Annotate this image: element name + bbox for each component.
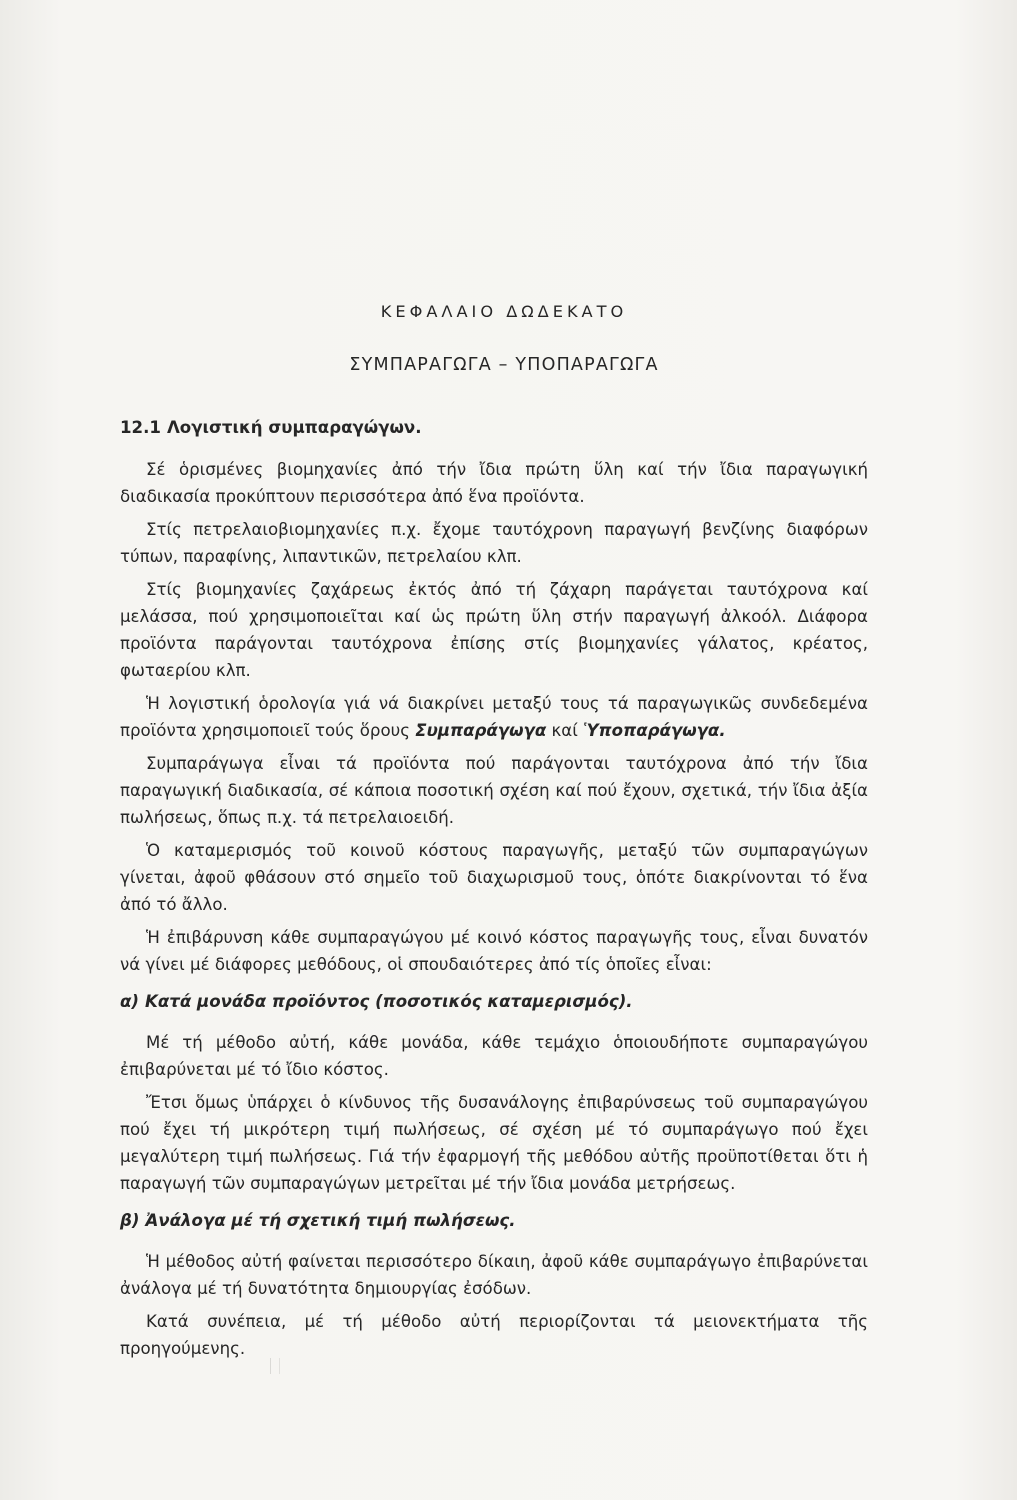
terminology-paragraph <box>120 690 868 744</box>
paragraph: Σέ ὁρισμένες βιομηχανίες ἀπό τήν ἴδια πρώτη ὕλη καί τήν ἴδια παραγωγική διαδικασία προκύπτουν περισσότερα ἀπό ἕνα προϊόντα. <box>120 460 868 506</box>
method-a-title: Κατά μονάδα προϊόντος (ποσοτικός καταμερισμός). <box>144 992 633 1011</box>
paragraph: Κατά συνέπεια, μέ τή μέθοδο αὐτή περιορίζονται τά μειονεκτήματα τῆς προηγούμενης. <box>120 1312 868 1358</box>
term-symparagoga: Συμπαράγωγα <box>415 721 547 740</box>
method-a-letter: α) <box>120 992 139 1011</box>
body-text <box>120 456 868 1362</box>
paragraph: Μέ τή μέθοδο αὐτή, κάθε μονάδα, κάθε τεμάχιο ὁποιουδήποτε συμπαραγώγου ἐπιβαρύνεται μέ τό ἴδιο κόστος. <box>120 1033 868 1079</box>
chapter-title: ΣΥΜΠΑΡΑΓΩΓΑ – ΥΠΟΠΑΡΑΓΩΓΑ <box>349 355 659 375</box>
section-title: Λογιστική συμπαραγώγων. <box>166 418 422 437</box>
paragraph: Στίς βιομηχανίες ζαχάρεως ἐκτός ἀπό τή ζάχαρη παράγεται ταυτόχρονα καί μελάσσα, πού χρησιμοποιεῖται καί ὡς πρώτη ὕλη στήν παραγωγή ἀλκοόλ. Διάφορα προϊόντα παράγονται ταυτόχρονα ἐπίσης στίς βιομηχανίες γάλατος, κρέατος, φωταερίου κλπ. <box>120 580 868 680</box>
section-number: 12.1 <box>120 418 161 437</box>
method-b-heading <box>120 1207 868 1234</box>
page-content <box>120 298 868 1368</box>
paragraph: Συμπαράγωγα εἶναι τά προϊόντα πού παράγονται ταυτόχρονα ἀπό τήν ἴδια παραγωγική διαδικασία, σέ κάποια ποσοτική σχέση καί πού ἔχουν, σχετικά, τήν ἴδια ἀξία πωλήσεως, ὅπως π.χ. τά πετρελαιοειδή. <box>120 754 868 827</box>
method-b-title: Ἀνάλογα μέ τή σχετική τιμή πωλήσεως. <box>145 1211 516 1230</box>
print-artifact <box>270 1358 280 1374</box>
term-ypoparagoga: Ὑποπαράγωγα. <box>583 721 726 740</box>
paragraph: Ἡ μέθοδος αὐτή φαίνεται περισσότερο δίκαιη, ἀφοῦ κάθε συμπαράγωγο ἐπιβαρύνεται ἀνάλογα μέ τή δυνατότητα δημιουργίας ἐσόδων. <box>120 1252 868 1298</box>
method-a-heading <box>120 988 868 1015</box>
section-heading <box>120 414 868 442</box>
chapter-label: ΚΕΦΑΛΑΙΟ ΔΩΔΕΚΑΤΟ <box>380 302 628 321</box>
paragraph: Στίς πετρελαιοβιομηχανίες π.χ. ἔχομε ταυτόχρονη παραγωγή βενζίνης διαφόρων τύπων, παραφίνης, λιπαντικῶν, πετρελαίου κλπ. <box>120 520 868 566</box>
paragraph: Ἔτσι ὅμως ὑπάρχει ὁ κίνδυνος τῆς δυσανάλογης ἐπιβαρύνσεως τοῦ συμπαραγώγου πού ἔχει τή μικρότερη τιμή πωλήσεως, σέ σχέση μέ τό συμπαράγωγο πού ἔχει μεγαλύτερη τιμή πωλήσεως. Γιά τήν ἐφαρμογή τῆς μεθόδου αὐτῆς προϋποτίθεται ὅτι ἡ παραγωγή τῶν συμπαραγώγων μετρεῖται μέ τήν ἴδια μονάδα μετρήσεως. <box>120 1093 868 1193</box>
paragraph: Ἡ ἐπιβάρυνση κάθε συμπαραγώγου μέ κοινό κόστος παραγωγῆς τους, εἶναι δυνατόν νά γίνει μέ διάφορες μεθόδους, οἱ σπουδαιότερες ἀπό τίς ὁποῖες εἶναι: <box>120 928 868 974</box>
term-conjunction: καί <box>551 721 578 740</box>
paragraph: Ὁ καταμερισμός τοῦ κοινοῦ κόστους παραγωγῆς, μεταξύ τῶν συμπαραγώγων γίνεται, ἀφοῦ φθάσουν στό σημεῖο τοῦ διαχωρισμοῦ τους, ὁπότε διακρίνονται τό ἕνα ἀπό τό ἄλλο. <box>120 841 868 914</box>
method-b-letter: β) <box>120 1211 140 1230</box>
terminology-text: Ἡ λογιστική ὁρολογία γιά νά διακρίνει μεταξύ τους τά παραγωγικῶς συνδεδεμένα προϊόντα χρησιμοποιεῖ τούς ὅρους <box>120 694 868 740</box>
